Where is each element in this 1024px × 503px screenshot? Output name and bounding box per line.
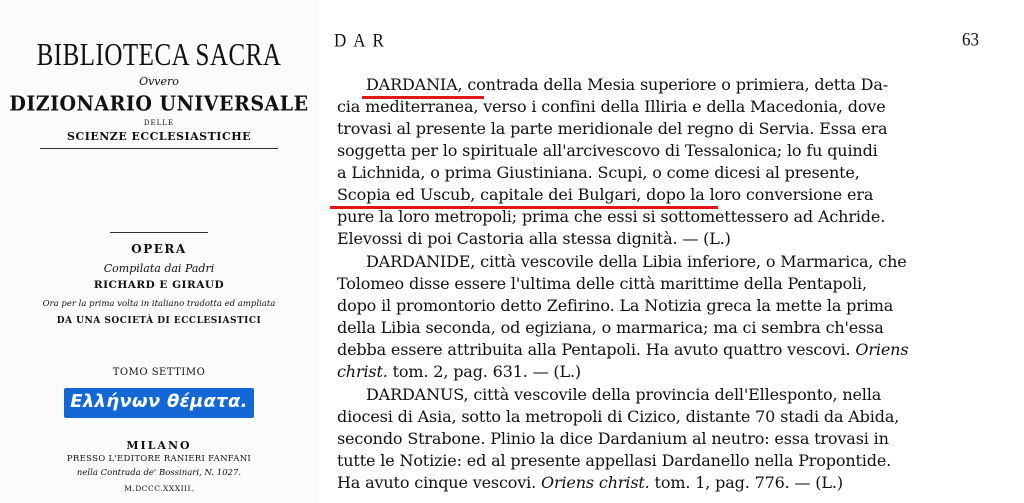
- text-line: Scopia ed Uscub, capitale dei Bulgari, dopo la loro conversione era: [337, 185, 874, 204]
- dictionary-title: DIZIONARIO UNIVERSALE: [9, 91, 309, 117]
- text-line: Elevossi di poi Castoria alla stessa dignità. — (L.): [337, 229, 731, 248]
- book-title: BIBLIOTECA SACRA: [36, 38, 282, 73]
- translation-line: Ora per la prima volta in italiano tradotta ed ampliata: [42, 299, 276, 309]
- title-rule: [40, 148, 278, 149]
- compilata-line: Compilata dai Padri: [103, 262, 215, 275]
- text-line: debba essere attribuita alla Pentapoli. Ha avuto quattro vescovi. Oriens: [337, 340, 909, 359]
- text-line: Ha avuto cinque vescovi. Oriens christ. tom. 1, pag. 776. — (L.): [337, 473, 843, 492]
- text-line: pure la loro metropoli; prima che essi si sottomettessero ad Achride.: [337, 207, 886, 226]
- text-line: DARDANIA, contrada della Mesia superiore o primiera, detta Da-: [366, 75, 888, 94]
- red-underline-scopia: [330, 206, 718, 209]
- text-line: DARDANIDE, città vescovile della Libia inferiore, o Marmarica, che: [366, 252, 907, 271]
- scienze-line: SCIENZE ECCLESIASTICHE: [67, 130, 251, 143]
- description-rule: [110, 232, 208, 233]
- watermark-text: Ελλήνων θέματα.: [70, 391, 248, 412]
- text-line: cia mediterranea, verso i confini della Illiria e della Macedonia, dove: [337, 97, 886, 116]
- text-line: secondo Strabone. Plinio la dice Dardanium al neutro: essa trovasi in: [337, 429, 889, 448]
- text-line: soggetta per lo spirituale all'arcivescovo di Tessalonica; lo fu quindi: [337, 141, 878, 160]
- text-line: trovasi al presente la parte meridionale del regno di Servia. Essa era: [337, 119, 888, 138]
- red-underline-dardania: [362, 96, 484, 99]
- volume-label: TOMO SETTIMO: [112, 367, 206, 378]
- ovvero-line: Ovvero: [139, 75, 179, 88]
- text-line: christ. tom. 2, pag. 631. — (L.): [337, 362, 582, 381]
- headword-dardania: DARDANIA,: [366, 75, 463, 94]
- headword-dardanus: DARDANUS,: [366, 385, 469, 404]
- publisher-line: PRESSO L'EDITORE RANIERI FANFANI: [66, 454, 252, 464]
- watermark-badge: [64, 388, 254, 418]
- authors-line: RICHARD E GIRAUD: [93, 279, 225, 291]
- societa-line: DA UNA SOCIETÀ DI ECCLESIASTICI: [56, 316, 262, 326]
- delle-line: DELLE: [143, 119, 175, 127]
- text-line: tutte le Notizie: ed al presente appellasi Dardanello nella Propontide.: [337, 451, 892, 470]
- city-line: MILANO: [126, 439, 192, 452]
- page-number: 63: [962, 29, 979, 50]
- running-head-text: DAR: [334, 30, 391, 51]
- date-line: M.DCCC.XXXIII.: [124, 484, 194, 493]
- text-line: a Lichnida, o prima Giustiniana. Scupi, o come dicesi al presente,: [337, 163, 860, 182]
- text-line: dopo il promontorio detto Zefirino. La Notizia greca la mette la prima: [337, 296, 894, 315]
- text-line: DARDANUS, città vescovile della provincia dell'Ellesponto, nella: [366, 385, 882, 404]
- opera-label: OPERA: [131, 242, 187, 256]
- address-line: nella Contrada de' Bossinari, N. 1027.: [76, 468, 242, 478]
- highlighted-phrase: Scopia ed Uscub, capitale dei Bulgari,: [337, 185, 642, 204]
- text-line: diocesi di Asia, sotto la metropoli di Cizico, distante 70 stadi da Abida,: [337, 407, 900, 426]
- text-line: Tolomeo disse essere l'ultima delle città marittime della Pentapoli,: [337, 274, 867, 293]
- text-line: della Libia seconda, od egiziana, o marmarica; ma ci sembra ch'essa: [337, 318, 884, 337]
- headword-dardanide: DARDANIDE,: [366, 252, 476, 271]
- title-page: [0, 0, 318, 503]
